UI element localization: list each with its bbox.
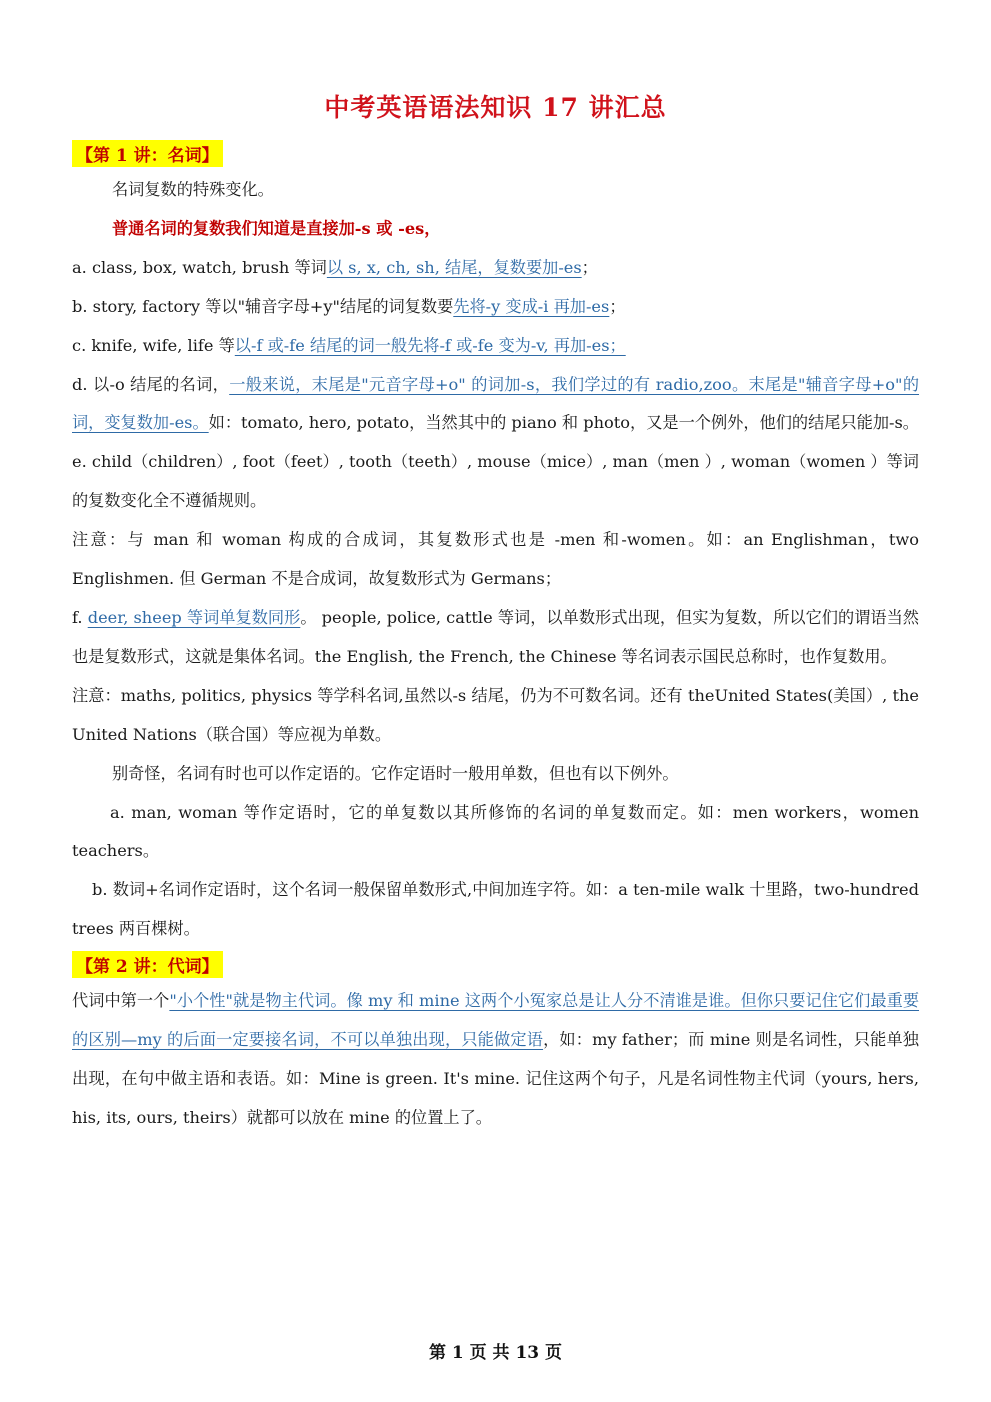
rule-f-text: f.	[72, 607, 88, 627]
rule-d	[72, 366, 919, 444]
rule-a-end: ；	[581, 257, 598, 277]
pronoun-rest: ，如：my father；而 mine 则是名词性，只能单独出现，在句中做主语和表语。如：Mine is green. It's mine. 记住这两个句子，凡是名词性物主代词（yours, hers, his, its, ours, theirs）就都可以放在 mine 的位置上了。	[72, 1030, 919, 1127]
rule-d-rest: 如：tomato, hero, potato，当然其中的 piano 和 photo，又是一个例外，他们的结尾只能加-s。	[208, 413, 919, 433]
rule-c	[72, 327, 919, 366]
rule-a-underline: 以 s, x, ch, sh, 结尾，复数要加-es	[326, 257, 582, 277]
rule-a-text: a. class, box, watch, brush 等词	[72, 257, 327, 277]
lecture1-rule: 普通名词的复数我们知道是直接加-s 或 -es，	[112, 218, 441, 238]
rule-e: e. child（children）, foot（feet）, tooth（teeth）, mouse（mice）, man（men ）, woman（women ）等词的复数变化全不遵循规则。	[72, 452, 919, 511]
rule-c-text: c. knife, wife, life 等	[72, 335, 235, 355]
rule-b-text: b. story, factory 等以"辅音字母+y"结尾的词复数要	[72, 296, 454, 316]
rule-c-underline: 以-f 或-fe 结尾的词一般先将-f 或-fe 变为-v, 再加-es；	[234, 335, 626, 355]
attr-b: b. 数词+名词作定语时，这个名词一般保留单数形式,中间加连字符。如：a ten-mile walk 十里路，two-hundred trees 两百棵树。	[72, 880, 919, 939]
rule-f-rest: 。 people, police, cattle 等词，以单数形式出现，但实为复数，所以它们的谓语当然也是复数形式，这就是集体名词。the English, the French, the Chinese 等名词表示国民总称时，也作复数用。	[72, 607, 919, 666]
lecture2-section	[72, 949, 919, 1138]
note-compound: 注意：与 man 和 woman 构成的合成词，其复数形式也是 -men 和-women。如：an Englishman，two Englishmen. 但 German 不是合成词，故复数形式为 Germans；	[72, 530, 919, 589]
pronoun-paragraph	[72, 982, 919, 1138]
lecture1-intro: 名词复数的特殊变化。	[112, 180, 274, 199]
page-number: 第 1 页 共 13 页	[428, 1343, 563, 1363]
rule-d-text: d. 以-o 结尾的名词，	[72, 374, 230, 394]
attr-intro: 别奇怪，名词有时也可以作定语的。它作定语时一般用单数，但也有以下例外。	[112, 763, 679, 783]
pronoun-underline: "小个性"就是物主代词。像 my 和 mine 这两个小冤家总是让人分不清谁是谁。但你只要记住它们最重要的区别—my 的后面一定要接名词，不可以单独出现，只能做定语	[72, 991, 920, 1050]
lecture2-heading: 【第 2 讲：代词】	[72, 951, 223, 978]
rule-b-end: ；	[609, 296, 626, 316]
attr-a: a. man, woman 等作定语时，它的单复数以其所修饰的名词的单复数而定。如：men workers，women teachers。	[72, 802, 919, 861]
rule-b-underline: 先将-y 变成-i 再加-es	[453, 296, 610, 316]
rule-b	[72, 288, 919, 327]
rule-d-underline: 一般来说，末尾是"元音字母+o" 的词加-s，我们学过的有 radio,zoo。末尾是"辅音字母+o"的词，变复数加-es。	[72, 374, 920, 433]
note-subjects: 注意：maths, politics, physics 等学科名词,虽然以-s 结尾，仍为不可数名词。还有 theUnited States(美国）, the United Nations（联合国）等应视为单数。	[72, 685, 919, 744]
rule-a	[72, 249, 919, 288]
rule-f-underline: deer, sheep 等词单复数同形	[87, 607, 301, 627]
rule-f	[72, 599, 919, 677]
lecture1-heading: 【第 1 讲：名词】	[72, 140, 223, 167]
pronoun-text: 代词中第一个	[72, 991, 170, 1011]
lecture1-section	[72, 138, 919, 949]
document-title: 中考英语语法知识 17 讲汇总	[324, 93, 667, 122]
